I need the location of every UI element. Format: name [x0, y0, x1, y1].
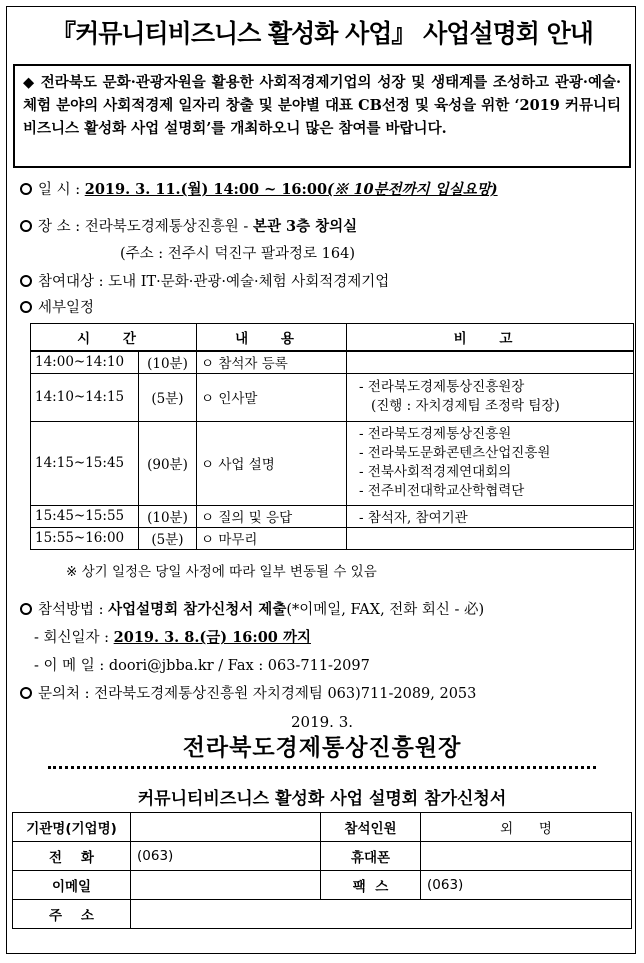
- circle-bullet-icon: [20, 220, 32, 232]
- attendees-label: 참석인원: [321, 813, 421, 842]
- time-cell: 15:55~16:00: [31, 527, 139, 549]
- issuer-org: 전라북도경제통상진흥원장: [182, 734, 462, 761]
- apply-method-label: 참석방법 :: [38, 602, 104, 618]
- apply-method-line: [20, 598, 484, 619]
- table-row: [31, 505, 634, 527]
- note-line: - 전라북도문화콘텐츠산업진흥원: [359, 445, 551, 461]
- email-field[interactable]: [131, 871, 321, 900]
- time-cell: 14:00~14:10: [31, 351, 139, 373]
- schedule-label: 세부일정: [38, 300, 95, 316]
- schedule-heading: [20, 296, 94, 317]
- note-line: (진행 : 자치경제팀 조정락 팀장): [371, 398, 560, 414]
- header-content: 내 용: [197, 324, 347, 352]
- place-room: 본관 3층 창의실: [252, 218, 358, 235]
- email-value: doori@jbba.kr / Fax : 063-711-2097: [108, 658, 370, 674]
- email-form-label: 이메일: [13, 871, 131, 900]
- datetime-note: (※ 10분전까지 입실요망): [327, 181, 498, 198]
- note-cell: [347, 373, 634, 421]
- circle-bullet-icon: [20, 275, 32, 287]
- target-line: [20, 270, 389, 291]
- duration-cell: (5분): [139, 373, 197, 421]
- table-header-row: [31, 324, 634, 352]
- schedule-footnote: ※ 상기 일정은 당일 사정에 따라 일부 변동될 수 있음: [66, 564, 377, 580]
- circle-bullet-icon: [20, 301, 32, 313]
- apply-method-value: 사업설명회 참가신청서 제출: [108, 601, 287, 618]
- content-cell: ㅇ 사업 설명: [197, 421, 347, 505]
- fax-field[interactable]: (063): [421, 871, 632, 900]
- place-line: [20, 215, 357, 236]
- mobile-field[interactable]: [421, 842, 632, 871]
- datetime-label: 일 시 :: [38, 182, 81, 198]
- address-line: (주소 : 전주시 덕진구 팔과정로 164): [120, 246, 356, 262]
- duration-cell: (5분): [139, 527, 197, 549]
- schedule-table: [30, 323, 634, 550]
- duration-cell: (90분): [139, 421, 197, 505]
- note-cell: [347, 421, 634, 505]
- duration-cell: (10분): [139, 351, 197, 373]
- page-title: 『커뮤니티비즈니스 활성화 사업』 사업설명회 안내: [51, 19, 593, 48]
- email-line: [34, 654, 370, 675]
- note-line: - 전북사회적경제연대회의: [359, 464, 512, 480]
- content-cell: ㅇ 마무리: [197, 527, 347, 549]
- note-cell: [347, 527, 634, 549]
- attendees-field[interactable]: 외 명: [421, 813, 632, 842]
- target-value: 도내 IT·문화·관광·예술·체험 사회적경제기업: [108, 274, 390, 290]
- datetime-line: [20, 178, 498, 199]
- mobile-label: 휴대폰: [321, 842, 421, 871]
- form-row: [13, 813, 632, 842]
- phone-field[interactable]: (063): [131, 842, 321, 871]
- phone-label: 전 화: [13, 842, 131, 871]
- address-label: 주 소: [13, 900, 131, 929]
- time-cell: 14:15~15:45: [31, 421, 139, 505]
- email-label: - 이 메 일 :: [34, 658, 105, 674]
- contact-line: [20, 682, 476, 703]
- form-row: [13, 871, 632, 900]
- application-form: [12, 812, 632, 929]
- cut-line-divider: [48, 766, 596, 769]
- content-cell: ㅇ 인사말: [197, 373, 347, 421]
- form-row: [13, 842, 632, 871]
- table-row: [31, 351, 634, 373]
- address-field[interactable]: [131, 900, 632, 929]
- duration-cell: (10분): [139, 505, 197, 527]
- content-cell: ㅇ 참석자 등록: [197, 351, 347, 373]
- note-line: - 전라북도경제통상진흥원장: [359, 379, 525, 395]
- note-line: - 전주비전대학교산학협력단: [359, 483, 525, 499]
- issue-date: 2019. 3.: [290, 713, 354, 731]
- circle-bullet-icon: [20, 183, 32, 195]
- deadline-line: [34, 626, 311, 647]
- form-title: 커뮤니티비즈니스 활성화 사업 설명회 참가신청서: [137, 789, 507, 809]
- org-field[interactable]: [131, 813, 321, 842]
- contact-label: 문의처 :: [38, 686, 90, 702]
- note-cell: [347, 505, 634, 527]
- datetime-value: 2019. 3. 11.(월) 14:00 ~ 16:00: [84, 181, 328, 198]
- note-line: - 참석자, 참여기관: [359, 510, 468, 526]
- table-row: [31, 527, 634, 549]
- circle-bullet-icon: [20, 603, 32, 615]
- time-cell: 14:10~14:15: [31, 373, 139, 421]
- apply-method-note: (*이메일, FAX, 전화 회신 - 必): [286, 602, 485, 618]
- content-cell: ㅇ 질의 및 응답: [197, 505, 347, 527]
- intro-box: ◆ 전라북도 문화·관광자원을 활용한 사회적경제기업의 성장 및 생태계를 조성하고 관광·예술·체험 분야의 사회적경제 일자리 창출 및 분야별 대표 CB선정 및 육성을 위한 ‘2019 커뮤니티비즈니스 활성화 사업 설명회’를 개최하오니 많은 참여를 바랍니다.: [13, 64, 631, 168]
- note-cell: [347, 351, 634, 373]
- note-line: - 전라북도경제통상진흥원: [359, 426, 512, 442]
- table-row: [31, 373, 634, 421]
- contact-value: 전라북도경제통상진흥원 자치경제팀 063)711-2089, 2053: [94, 686, 477, 702]
- time-cell: 15:45~15:55: [31, 505, 139, 527]
- deadline-label: - 회신일자 :: [34, 630, 110, 646]
- target-label: 참여대상 :: [38, 274, 104, 290]
- header-note: 비 고: [347, 324, 634, 352]
- table-row: [31, 421, 634, 505]
- circle-bullet-icon: [20, 687, 32, 699]
- place-label: 장 소 :: [38, 219, 81, 235]
- place-value: 전라북도경제통상진흥원 -: [84, 219, 253, 235]
- org-label: 기관명(기업명): [13, 813, 131, 842]
- fax-label: 팩 스: [321, 871, 421, 900]
- deadline-value: 2019. 3. 8.(금) 16:00 까지: [113, 629, 311, 646]
- form-row: [13, 900, 632, 929]
- header-time: 시 간: [31, 324, 197, 352]
